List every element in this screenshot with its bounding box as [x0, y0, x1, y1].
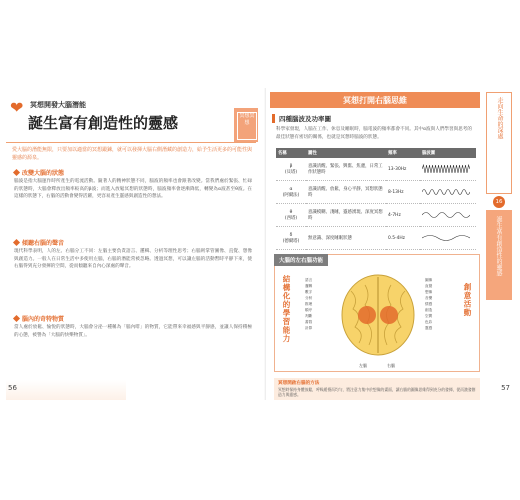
- right-brain-label: 右腦: [387, 363, 395, 368]
- wave-attribute: 意識模糊、淺睡，靈感湧現、深度冥想時: [306, 204, 386, 227]
- wave-name: β (貝塔): [276, 158, 306, 181]
- wave-attribute: 意識清醒、放鬆，身心平靜，冥想狀態時: [306, 181, 386, 204]
- list-item: 語言: [305, 278, 313, 282]
- table-header-cell: 名稱: [276, 148, 306, 158]
- brain-section-title: 大腦的左右腦功能: [274, 254, 328, 266]
- list-item: 直覺: [425, 284, 433, 288]
- page-title: 誕生富有創造性的靈感: [28, 114, 179, 132]
- diamond-icon: [13, 169, 20, 176]
- heart-icon: ❤: [10, 98, 24, 117]
- table-header-row: [276, 148, 476, 158]
- diamond-icon: [13, 315, 20, 322]
- diamond-icon: [13, 239, 20, 246]
- wave-frequency: 4-7Hz: [386, 204, 420, 227]
- section-paragraph-3: 當人處於放鬆、愉悅的狀態時，大腦會分泌一種稱為「腦內啡」的物質，它能帶來幸福感與平靜感，並讓人保持積極的心態，被譽為「大腦的快樂物質」。: [14, 325, 252, 338]
- section-heading-text: 傾聽右腦的聲音: [22, 240, 65, 247]
- wave-frequency: 8-13Hz: [386, 181, 420, 204]
- table-row: [276, 204, 476, 227]
- wave-graph-cell: [420, 158, 476, 181]
- list-item: 順序: [305, 308, 313, 312]
- theta-wave-graph: [422, 210, 470, 220]
- wave-frequency: 13-30Hz: [386, 158, 420, 181]
- page-number-left: 56: [8, 384, 17, 392]
- wave-section-title: 四種腦波及功率圖: [272, 114, 331, 123]
- tip-text: 冥想時保持身體放鬆，呼吸緩慢而均勻，將注意力集中於想像的畫面，讓右腦的圖像思維得到充分的發揮，從而激發創造力與靈感。: [278, 387, 476, 398]
- table-header-cell: 屬性: [306, 148, 386, 158]
- alpha-wave-graph: [422, 187, 470, 197]
- list-item: 書寫: [305, 320, 313, 324]
- list-item: 情感: [425, 302, 433, 306]
- list-item: 邏輯: [305, 284, 313, 288]
- section-banner: [270, 92, 480, 108]
- chapter-side-title: 走向生命的深處: [496, 97, 503, 139]
- wave-graph-cell: [420, 204, 476, 227]
- left-brain-function-list: [305, 277, 312, 331]
- beta-wave-graph: [422, 164, 470, 174]
- list-item: 圖像: [425, 278, 433, 282]
- right-brain-caption: 創意活動: [463, 283, 472, 317]
- chapter-eyebrow: 冥想開發大腦潛能: [30, 101, 86, 109]
- chapter-number-badge: 16: [493, 196, 505, 208]
- list-item: 色彩: [425, 320, 433, 324]
- chapter-side-nav-top: [486, 92, 512, 194]
- left-page-header: [10, 94, 210, 138]
- intro-paragraph: 愛大腦的潛能無限，只要加以適當的冥想鍛鍊，就可以發揮大腦右側潛藏的創造力，給予生活更多的可能性與靈感的源泉。: [12, 147, 253, 161]
- left-page: [6, 88, 264, 400]
- section-paragraph-2: 現代科學表明，人的左、右腦分工不同：左腦主要負責語言、邏輯、分析等理性思考；右腦則掌管圖像、直覺、想像與創造力。一般人在日常生活中多使用左腦，右腦的潛能常被忽略。透過冥想，可以讓左腦的活動暫時平靜下來，使右腦得到充分發揮的空間，從而傾聽來自內心深處的聲音。: [14, 249, 252, 270]
- list-item: 分析: [305, 296, 313, 300]
- chapter-side-nav: [486, 92, 512, 302]
- left-brain-caption: 結構化的學習能力: [282, 275, 291, 343]
- section-heading-2: [14, 238, 64, 247]
- table-header-cell: 腦波圖: [420, 148, 476, 158]
- wave-name: δ (德爾塔): [276, 227, 306, 250]
- list-item: 數字: [305, 290, 313, 294]
- wave-frequency: 0.5-4Hz: [386, 227, 420, 250]
- section-banner-title: 冥想打開右腦思維: [343, 96, 407, 105]
- chapter-side-tab: [234, 108, 258, 142]
- table-header-cell: 頻率: [386, 148, 420, 158]
- delta-wave-graph: [422, 233, 470, 243]
- list-item: 創造: [425, 308, 433, 312]
- section-paragraph-1: 腦波是指大腦運作時所產生的電流活動。隨著人的精神狀態不同，腦波的頻率也會跟著改變。當我們處於緊張、忙碌的狀態時，大腦會釋放出頻率較高的β波；而進入放鬆冥想的狀態時，腦波頻率會逐漸降低，轉變為α波甚至θ波。在這樣的狀態下，右腦的活動會變得活躍，更容易產生靈感與創造性的想法。: [14, 179, 252, 200]
- chapter-side-subtitle: 誕生富有創造性的靈感: [495, 216, 502, 276]
- list-item: 計算: [305, 326, 313, 330]
- brainwave-table: [276, 148, 476, 250]
- list-item: 判斷: [305, 314, 313, 318]
- page-number-right: 57: [501, 384, 510, 392]
- wave-attribute: 無意識、深度睡眠狀態: [306, 227, 386, 250]
- page-footer-decoration: [6, 380, 126, 400]
- wave-graph-cell: [420, 227, 476, 250]
- section-heading-text: 腦內的奇特物質: [22, 316, 65, 323]
- chapter-side-nav-bottom: [486, 210, 512, 300]
- brain-illustration: [337, 271, 419, 359]
- right-page: [266, 88, 514, 400]
- wave-attribute: 意識清醒、緊張、興奮、焦慮，日常工作狀態時: [306, 158, 386, 181]
- tip-box: [274, 378, 480, 400]
- brain-function-diagram: [274, 254, 480, 372]
- wave-name: α (阿爾法): [276, 181, 306, 204]
- header-rule: [6, 142, 256, 143]
- tip-title: 冥想開啟右腦的方法: [278, 381, 320, 386]
- list-item: 音樂: [425, 296, 433, 300]
- list-item: 推理: [305, 302, 313, 306]
- list-item: 想像: [425, 290, 433, 294]
- table-row: [276, 181, 476, 204]
- table-row: [276, 158, 476, 181]
- wave-graph-cell: [420, 181, 476, 204]
- wave-intro: 科學家發現，人腦在工作、休息及睡眠時，腦電波的頻率都會不同。其中α波與人們學習與思考的最佳狀態有密切的關係，也就是冥想時腦波的狀態。: [276, 127, 472, 140]
- left-brain-label: 左腦: [359, 363, 367, 368]
- section-heading-text: 改變大腦的狀態: [22, 170, 65, 177]
- list-item: 靈感: [425, 326, 433, 330]
- section-heading-1: [14, 168, 64, 177]
- chapter-side-tab-label: 冥想冥想: [237, 112, 257, 140]
- table-row: [276, 227, 476, 250]
- list-item: 空間: [425, 314, 433, 318]
- wave-name: θ (西塔): [276, 204, 306, 227]
- section-heading-3: [14, 314, 64, 323]
- right-brain-function-list: [425, 277, 432, 331]
